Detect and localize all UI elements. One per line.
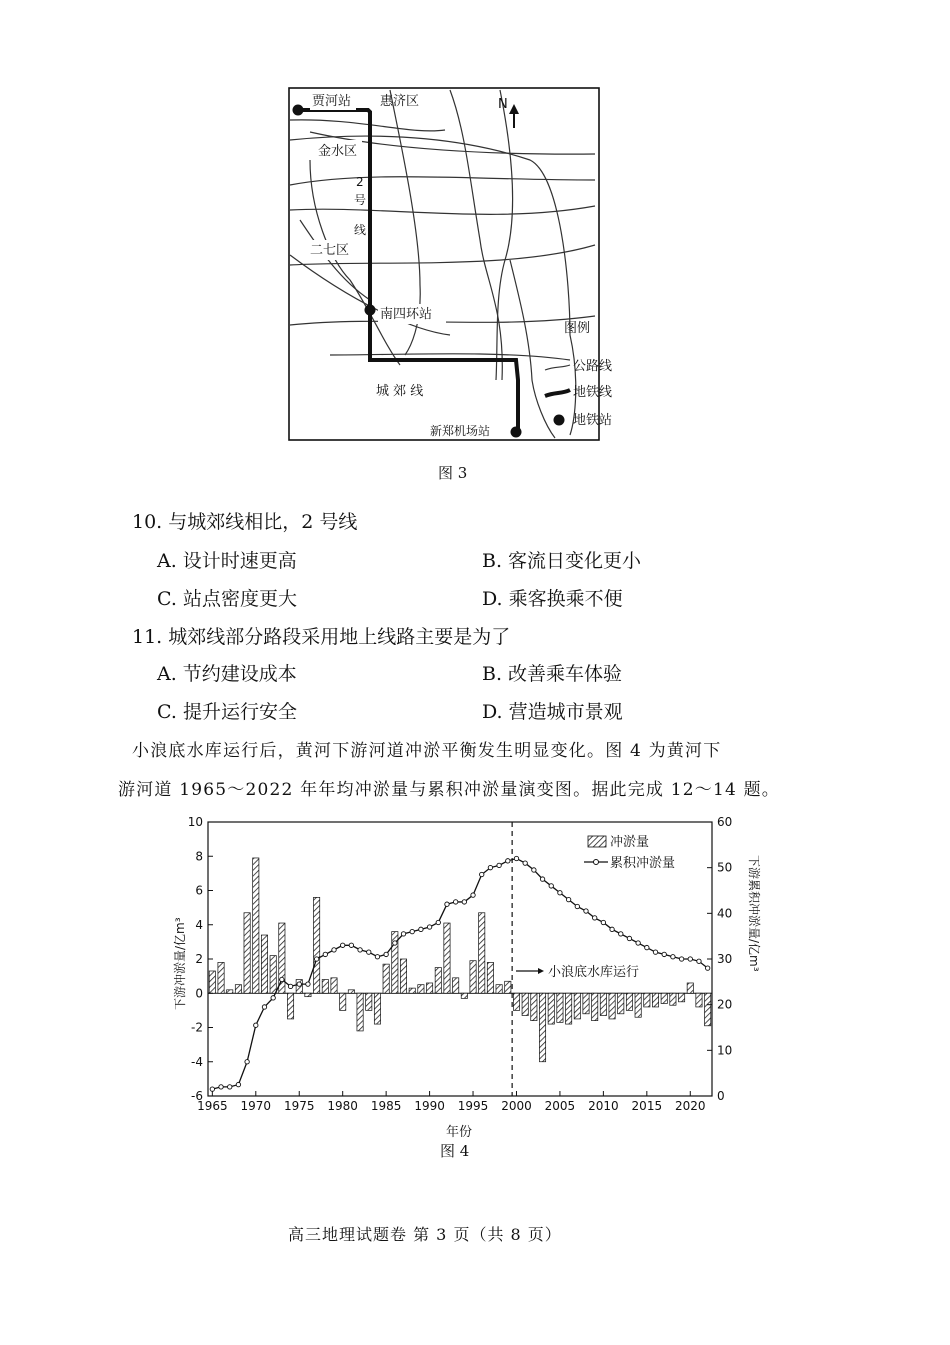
x-tick-label: 2020 <box>675 1099 706 1113</box>
x-axis-label: 年份 <box>446 1125 473 1140</box>
label-jiahe: 贾河站 <box>312 94 352 109</box>
cumulative-point-2021 <box>697 959 701 963</box>
cumulative-point-1967 <box>228 1085 232 1089</box>
bar-1969 <box>244 913 250 993</box>
bar-1994 <box>461 993 467 998</box>
cumulative-point-1978 <box>323 952 327 956</box>
q10-option-c: C. 站点密度更大 <box>157 588 297 610</box>
figure3-map <box>270 80 650 480</box>
cumulative-point-2002 <box>532 868 536 872</box>
figure4-caption: 图 4 <box>440 1142 470 1160</box>
label-jinshui: 金水区 <box>318 144 358 159</box>
cumulative-point-1974 <box>288 984 292 988</box>
bar-1971 <box>261 935 267 993</box>
cumulative-point-2013 <box>627 936 631 940</box>
cumulative-point-1989 <box>419 927 423 931</box>
legend-title: 图例 <box>564 321 591 336</box>
bar-1995 <box>470 961 476 994</box>
bar-1991 <box>435 968 441 994</box>
y-axis-label: 下游冲淤量/亿m³ <box>173 917 187 1010</box>
cumulative-point-2018 <box>671 955 675 959</box>
y2-tick-label: 20 <box>717 997 733 1012</box>
bar-2019 <box>678 993 684 1002</box>
y2-axis-label: 下游累积冲淤量/亿m³ <box>747 855 761 972</box>
bar-2015 <box>644 993 650 1007</box>
y2-tick-label: 0 <box>717 1089 725 1103</box>
legend-line-label: 累积冲淤量 <box>610 856 676 871</box>
cumulative-point-2001 <box>523 861 527 865</box>
station-nansihuan <box>365 305 376 316</box>
x-tick-label: 2015 <box>631 1099 663 1113</box>
cumulative-point-1997 <box>488 865 492 869</box>
y-tick-label: 10 <box>187 815 203 829</box>
x-tick-label: 2005 <box>544 1099 576 1113</box>
station-xinzheng <box>511 427 522 438</box>
cumulative-point-1973 <box>280 977 284 981</box>
cumulative-point-2011 <box>610 927 614 931</box>
y-tick-label: -2 <box>191 1020 203 1035</box>
bar-2011 <box>609 993 615 1019</box>
bar-1980 <box>340 993 346 1010</box>
bar-1988 <box>409 988 415 993</box>
cumulative-point-1969 <box>245 1060 249 1064</box>
bar-2003 <box>539 993 545 1062</box>
x-tick-label: 1985 <box>370 1099 402 1113</box>
cumulative-point-1991 <box>436 920 440 924</box>
cumulative-point-2020 <box>688 957 692 961</box>
y-tick-label: 2 <box>195 952 203 966</box>
cumulative-point-1977 <box>314 957 318 961</box>
label-erqi: 二七区 <box>310 243 350 258</box>
bar-1977 <box>313 897 319 993</box>
bar-2005 <box>557 993 563 1022</box>
cumulative-point-1979 <box>332 948 336 952</box>
x-tick-label: 2000 <box>501 1099 532 1113</box>
cumulative-point-1988 <box>410 929 414 933</box>
y2-tick-label: 30 <box>717 952 733 966</box>
label-huiji: 惠济区 <box>380 94 420 109</box>
annotation-text: 小浪底水库运行 <box>548 965 640 980</box>
bar-2004 <box>548 993 554 1024</box>
bar-2020 <box>687 983 693 993</box>
q11-option-c: C. 提升运行安全 <box>157 701 297 723</box>
label-line2-c: 线 <box>354 223 367 237</box>
bar-1970 <box>253 858 259 993</box>
cumulative-point-1966 <box>219 1085 223 1089</box>
bar-1984 <box>374 993 380 1024</box>
legend-bar-icon <box>588 836 606 847</box>
cumulative-point-1980 <box>340 943 344 947</box>
cumulative-point-2015 <box>645 945 649 949</box>
bar-2017 <box>661 993 667 1003</box>
y-tick-label: -6 <box>191 1089 203 1103</box>
bar-2002 <box>531 993 537 1020</box>
bar-1966 <box>218 962 224 993</box>
cumulative-point-2007 <box>575 904 579 908</box>
bar-2008 <box>583 993 589 1014</box>
cumulative-point-2012 <box>619 932 623 936</box>
cumulative-point-2004 <box>549 884 553 888</box>
bar-1981 <box>348 990 354 993</box>
x-tick-label: 1970 <box>240 1099 272 1113</box>
cumulative-point-1970 <box>254 1023 258 1027</box>
legend-road: 公路线 <box>573 359 613 374</box>
passage-line-2: 游河道 1965～2022 年年均冲淤量与累积冲淤量演变图。据此完成 12～14 题。 <box>118 780 781 800</box>
figure3-caption: 图 3 <box>438 464 468 482</box>
y2-tick-label: 60 <box>717 815 733 829</box>
y-tick-label: 4 <box>195 917 203 932</box>
bar-2007 <box>574 993 580 1019</box>
cumulative-point-1976 <box>306 982 310 986</box>
cumulative-point-1996 <box>480 872 484 876</box>
bar-2010 <box>600 993 606 1015</box>
passage-line-1: 小浪底水库运行后，黄河下游河道冲淤平衡发生明显变化。图 4 为黄河下 <box>132 741 722 761</box>
cumulative-point-1999 <box>506 859 510 863</box>
x-tick-label: 1975 <box>283 1099 315 1113</box>
bar-1967 <box>227 990 233 993</box>
cumulative-point-1986 <box>393 941 397 945</box>
bar-2006 <box>565 993 571 1024</box>
question-11-stem: 11. 城郊线部分路段采用地上线路主要是为了 <box>132 626 511 648</box>
bar-2013 <box>626 993 632 1010</box>
label-nansihuan: 南四环站 <box>380 307 433 322</box>
bar-1998 <box>496 985 502 994</box>
bar-2016 <box>652 993 658 1007</box>
bar-1985 <box>383 964 389 993</box>
page-footer: 高三地理试题卷 第 3 页（共 8 页） <box>288 1225 562 1244</box>
y-tick-label: 6 <box>195 883 203 898</box>
bar-1978 <box>322 980 328 994</box>
bar-2001 <box>522 993 528 1015</box>
q10-option-b: B. 客流日变化更小 <box>482 550 642 572</box>
y-tick-label: 0 <box>195 986 203 1001</box>
label-xinzheng: 新郑机场站 <box>430 424 491 438</box>
bar-1987 <box>400 959 406 993</box>
cumulative-point-2019 <box>679 957 683 961</box>
bar-2009 <box>592 993 598 1020</box>
cumulative-point-1987 <box>401 932 405 936</box>
bar-1968 <box>235 985 241 994</box>
bar-1982 <box>357 993 363 1031</box>
bar-2022 <box>705 993 711 1026</box>
legend-station-icon <box>554 415 565 426</box>
label-line2-b: 号 <box>354 193 367 207</box>
cumulative-point-1965 <box>210 1087 214 1091</box>
x-tick-label: 1965 <box>197 1099 228 1113</box>
cumulative-point-1968 <box>236 1082 240 1086</box>
y-tick-label: -4 <box>191 1054 203 1069</box>
cumulative-point-1992 <box>445 902 449 906</box>
label-line2-a: 2 <box>356 175 364 189</box>
q10-option-a: A. 设计时速更高 <box>157 550 297 572</box>
cumulative-point-2000 <box>514 856 518 860</box>
x-tick-label: 1980 <box>327 1099 358 1113</box>
bar-2014 <box>635 993 641 1017</box>
y-tick-label: 8 <box>195 849 203 864</box>
x-tick-label: 2010 <box>588 1099 619 1113</box>
q10-option-d: D. 乘客换乘不便 <box>482 588 623 610</box>
bar-1976 <box>305 993 311 996</box>
cumulative-point-2010 <box>601 920 605 924</box>
q11-option-d: D. 营造城市景观 <box>482 701 623 723</box>
station-jiahe <box>293 105 304 116</box>
y2-tick-label: 10 <box>717 1043 733 1058</box>
bar-1989 <box>418 985 424 994</box>
x-tick-label: 1995 <box>457 1099 489 1113</box>
label-chengjiao: 城 郊 线 <box>376 384 424 399</box>
bar-1983 <box>366 993 372 1010</box>
cumulative-point-1981 <box>349 943 353 947</box>
cumulative-point-1972 <box>271 996 275 1000</box>
q11-option-b: B. 改善乘车体验 <box>482 663 623 685</box>
cumulative-point-2022 <box>705 966 709 970</box>
legend-subway: 地铁线 <box>573 385 613 400</box>
bar-2012 <box>618 993 624 1014</box>
cumulative-point-2009 <box>592 916 596 920</box>
cumulative-point-1994 <box>462 900 466 904</box>
q11-option-a: A. 节约建设成本 <box>157 663 297 685</box>
bar-2000 <box>513 993 519 1010</box>
cumulative-point-1975 <box>297 982 301 986</box>
question-10-stem: 10. 与城郊线相比，2 号线 <box>132 511 358 533</box>
legend-bar-label: 冲淤量 <box>610 835 650 850</box>
cumulative-point-2006 <box>566 897 570 901</box>
cumulative-point-2014 <box>636 941 640 945</box>
north-label: N <box>498 97 508 112</box>
bar-1992 <box>444 923 450 993</box>
cumulative-point-1971 <box>262 1005 266 1009</box>
bar-1996 <box>479 913 485 993</box>
bar-2018 <box>670 993 676 1005</box>
cumulative-point-2003 <box>540 877 544 881</box>
cumulative-point-1998 <box>497 863 501 867</box>
y2-tick-label: 40 <box>717 906 733 921</box>
cumulative-point-2008 <box>584 909 588 913</box>
figure4-chart <box>160 810 770 1140</box>
bar-1965 <box>209 971 215 993</box>
bar-1997 <box>487 962 493 993</box>
x-tick-label: 1990 <box>414 1099 445 1113</box>
cumulative-point-1982 <box>358 948 362 952</box>
cumulative-point-1983 <box>367 950 371 954</box>
cumulative-point-1995 <box>471 893 475 897</box>
bar-1999 <box>505 981 511 993</box>
bar-1990 <box>426 983 432 993</box>
cumulative-point-2016 <box>653 950 657 954</box>
cumulative-point-2005 <box>558 891 562 895</box>
cumulative-point-2017 <box>662 952 666 956</box>
y2-tick-label: 50 <box>717 860 733 875</box>
legend-station: 地铁站 <box>573 413 613 428</box>
bar-1979 <box>331 978 337 993</box>
bar-1974 <box>287 993 293 1019</box>
cumulative-point-1993 <box>453 900 457 904</box>
bar-1993 <box>453 978 459 993</box>
cumulative-point-1984 <box>375 955 379 959</box>
bar-1972 <box>270 956 276 994</box>
cumulative-point-1985 <box>384 952 388 956</box>
cumulative-point-1990 <box>427 925 431 929</box>
bar-2021 <box>696 993 702 1007</box>
